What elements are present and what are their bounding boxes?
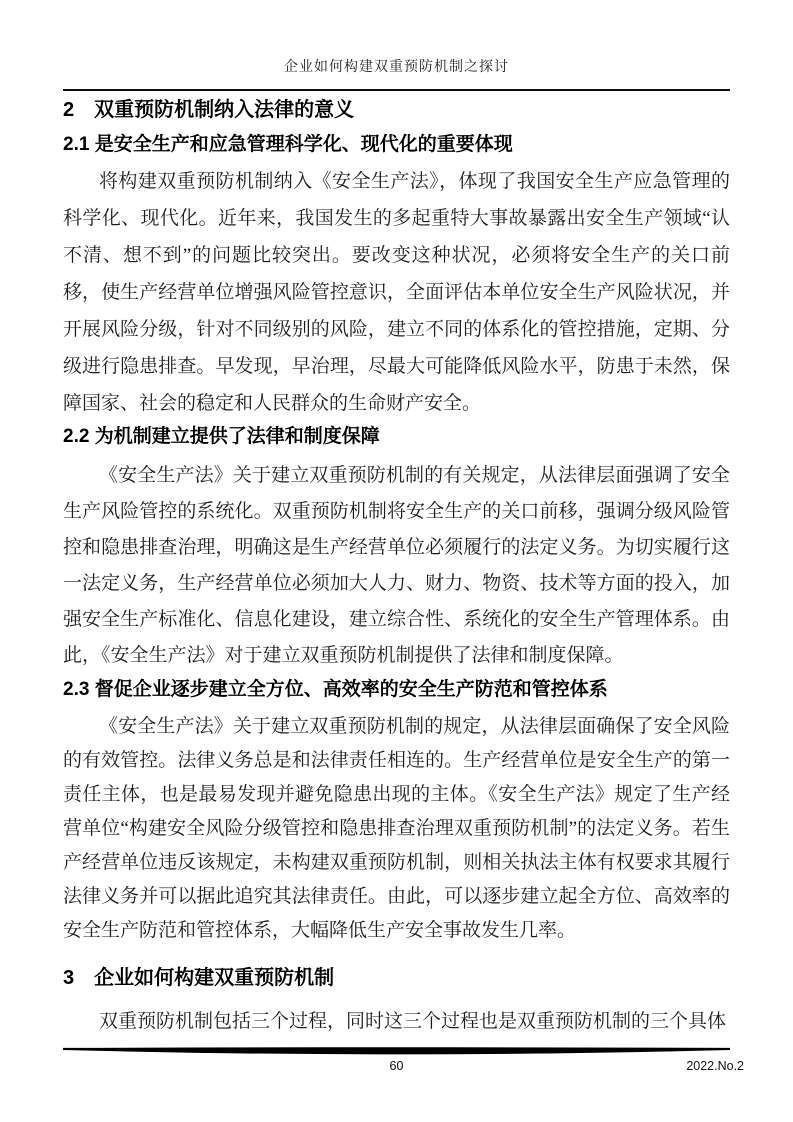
running-header-title: 企业如何构建双重预防机制之探讨 bbox=[284, 60, 509, 75]
section-2-1-heading: 2.1 是安全生产和应急管理科学化、现代化的重要体现 bbox=[63, 134, 513, 155]
section-3-paragraph: 双重预防机制包括三个过程，同时这三个过程也是双重预防机制的三个具体 bbox=[99, 1011, 727, 1032]
issue-number: 2022.No.2 bbox=[686, 1059, 744, 1073]
section-2-2-heading: 2.2 为机制建立提供了法律和制度保障 bbox=[63, 426, 380, 447]
section-2-heading: 2 双重预防机制纳入法律的意义 bbox=[63, 99, 355, 121]
running-header bbox=[63, 58, 730, 91]
footer-text-row bbox=[63, 1058, 744, 1074]
page-number: 60 bbox=[389, 1059, 404, 1073]
section-3-heading: 3 企业如何构建双重预防机制 bbox=[63, 967, 335, 989]
section-2-2-paragraph: 《安全生产法》关于建立双重预防机制的有关规定，从法律层面强调了安全生产风险管控的系统化。双重预防机制将安全生产的关口前移，强调分级风险管控和隐患排查治理，明确这是生产经营单位必须履行的法定义务。为切实履行这一法定义务，生产经营单位必须加大人力、财力、物资、技术等方面的投入，加强安全生产标准化、信息化建设，建立综合性、系统化的安全生产管理体系。由此，《安全生产法》对于建立双重预防机制提供了法律和制度保障。 bbox=[63, 465, 730, 666]
section-2-3-heading: 2.3 督促企业逐步建立全方位、高效率的安全生产防范和管控体系 bbox=[63, 679, 608, 700]
footer-tapered-rule bbox=[63, 1047, 730, 1056]
page-footer bbox=[63, 1047, 744, 1074]
section-2-1-paragraph: 将构建双重预防机制纳入《安全生产法》，体现了我国安全生产应急管理的科学化、现代化。近年来，我国发生的多起重特大事故暴露出安全生产领域“认不清、想不到”的问题比较突出。要改变这种状况，必须将安全生产的关口前移，使生产经营单位增强风险管控意识，全面评估本单位安全生产风险状况，并开展风险分级，针对不同级别的风险，建立不同的体系化的管控措施，定期、分级进行隐患排查。早发现，早治理，尽最大可能降低风险水平，防患于未然，保障国家、社会的稳定和人民群众的生命财产安全。 bbox=[63, 171, 730, 414]
header-rule bbox=[63, 89, 730, 91]
section-2-3-paragraph: 《安全生产法》关于建立双重预防机制的规定，从法律层面确保了安全风险的有效管控。法律义务总是和法律责任相连的。生产经营单位是安全生产的第一责任主体，也是最易发现并避免隐患出现的主体。《安全生产法》规定了生产经营单位“构建安全风险分级管控和隐患排查治理双重预防机制”的法定义务。若生产经营单位违反该规定，未构建双重预防机制，则相关执法主体有权要求其履行法律义务并可以据此追究其法律责任。由此，可以逐步建立起全方位、高效率的安全生产防范和管控体系，大幅降低生产安全事故发生几率。 bbox=[63, 716, 730, 941]
